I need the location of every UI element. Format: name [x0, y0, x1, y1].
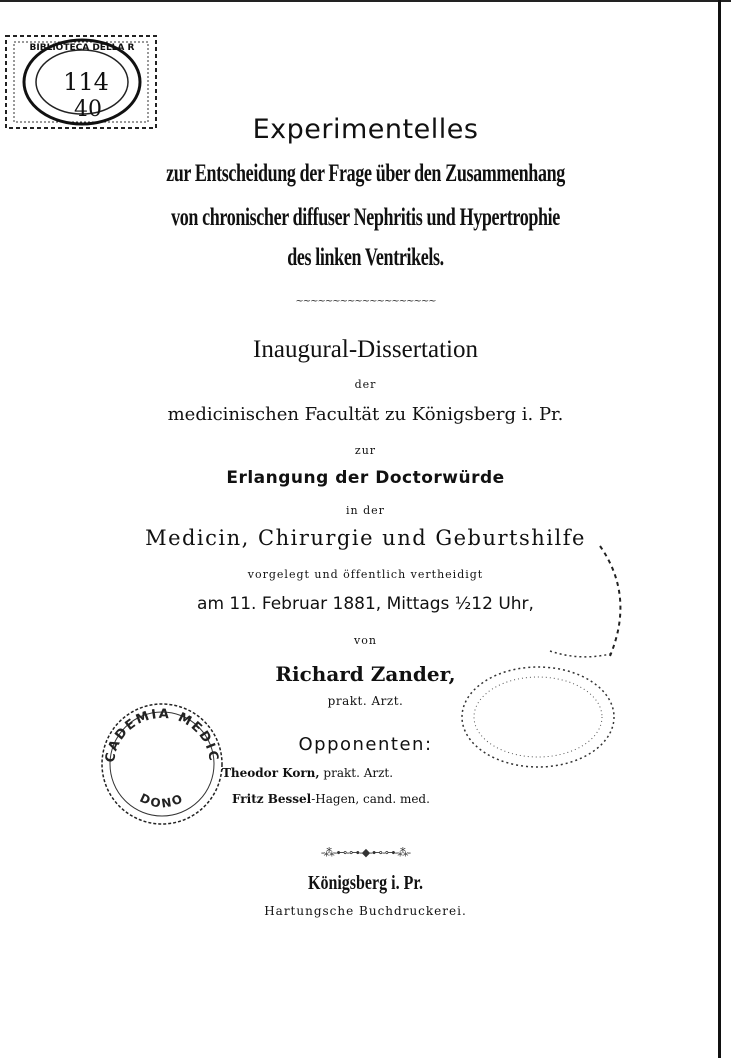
- academy-stamp-bottom-text: DONO: [137, 790, 187, 811]
- opponent-2: [232, 792, 430, 806]
- author-title: prakt. Arzt.: [327, 694, 404, 708]
- ornament-divider-top: ~~~~~~~~~~~~~~~~~~~: [295, 296, 436, 307]
- oval-stamp-right: [458, 662, 618, 772]
- academy-stamp: [85, 685, 232, 826]
- library-stamp-text: BIBLIOTECA DELLA R: [29, 43, 135, 53]
- subtitle-line-1: zur Entscheidung der Frage über den Zusammenhang: [166, 160, 565, 187]
- degree-line: Erlangung der Doctorwürde: [226, 468, 505, 488]
- subtitle-line-2: von chronischer diffuser Nephritis und Hypertrophie: [171, 204, 560, 231]
- author-name: Richard Zander,: [275, 662, 456, 686]
- opponent-2-role: -Hagen, cand. med.: [311, 792, 430, 806]
- page-edge-top: [0, 0, 731, 2]
- opponent-1-name: Theodor Korn,: [222, 766, 320, 780]
- printer-line: Hartungsche Buchdruckerei.: [264, 904, 467, 918]
- academy-stamp-text: ACADEMIA MEDICA: [85, 685, 222, 764]
- text-zur: zur: [354, 444, 377, 457]
- date-line: am 11. Februar 1881, Mittags ½12 Uhr,: [197, 594, 534, 614]
- opponents-heading: Opponenten:: [298, 734, 433, 755]
- svg-text:ACADEMIA MEDICA: [86, 685, 221, 764]
- partial-stamp-right: [540, 536, 640, 666]
- opponent-2-name: Fritz Bessel: [232, 792, 312, 806]
- subtitle-line-3: des linken Ventrikels.: [287, 244, 444, 271]
- ornament-divider-bottom: -⁂-⊷-⊶-◆-⊷-⊶-⁂-: [320, 846, 411, 859]
- library-stamp-number-bottom: 40: [74, 97, 102, 122]
- opponent-1-role: prakt. Arzt.: [319, 766, 394, 780]
- fields-line: Medicin, Chirurgie und Geburtshilfe: [145, 526, 586, 550]
- faculty-line: medicinischen Facultät zu Königsberg i. Pr.: [167, 404, 564, 425]
- text-der: der: [354, 378, 377, 391]
- library-stamp-number-top: 114: [63, 68, 109, 96]
- text-in-der: in der: [346, 504, 385, 517]
- document-title: Experimentelles: [252, 114, 479, 145]
- defended-line: vorgelegt und öffentlich vertheidigt: [247, 568, 484, 581]
- svg-text:DONO: [138, 791, 187, 811]
- place-line: Königsberg i. Pr.: [308, 872, 423, 894]
- text-von: von: [354, 634, 377, 647]
- opponent-1: [222, 766, 393, 780]
- dissertation-heading: Inaugural-Dissertation: [253, 336, 478, 363]
